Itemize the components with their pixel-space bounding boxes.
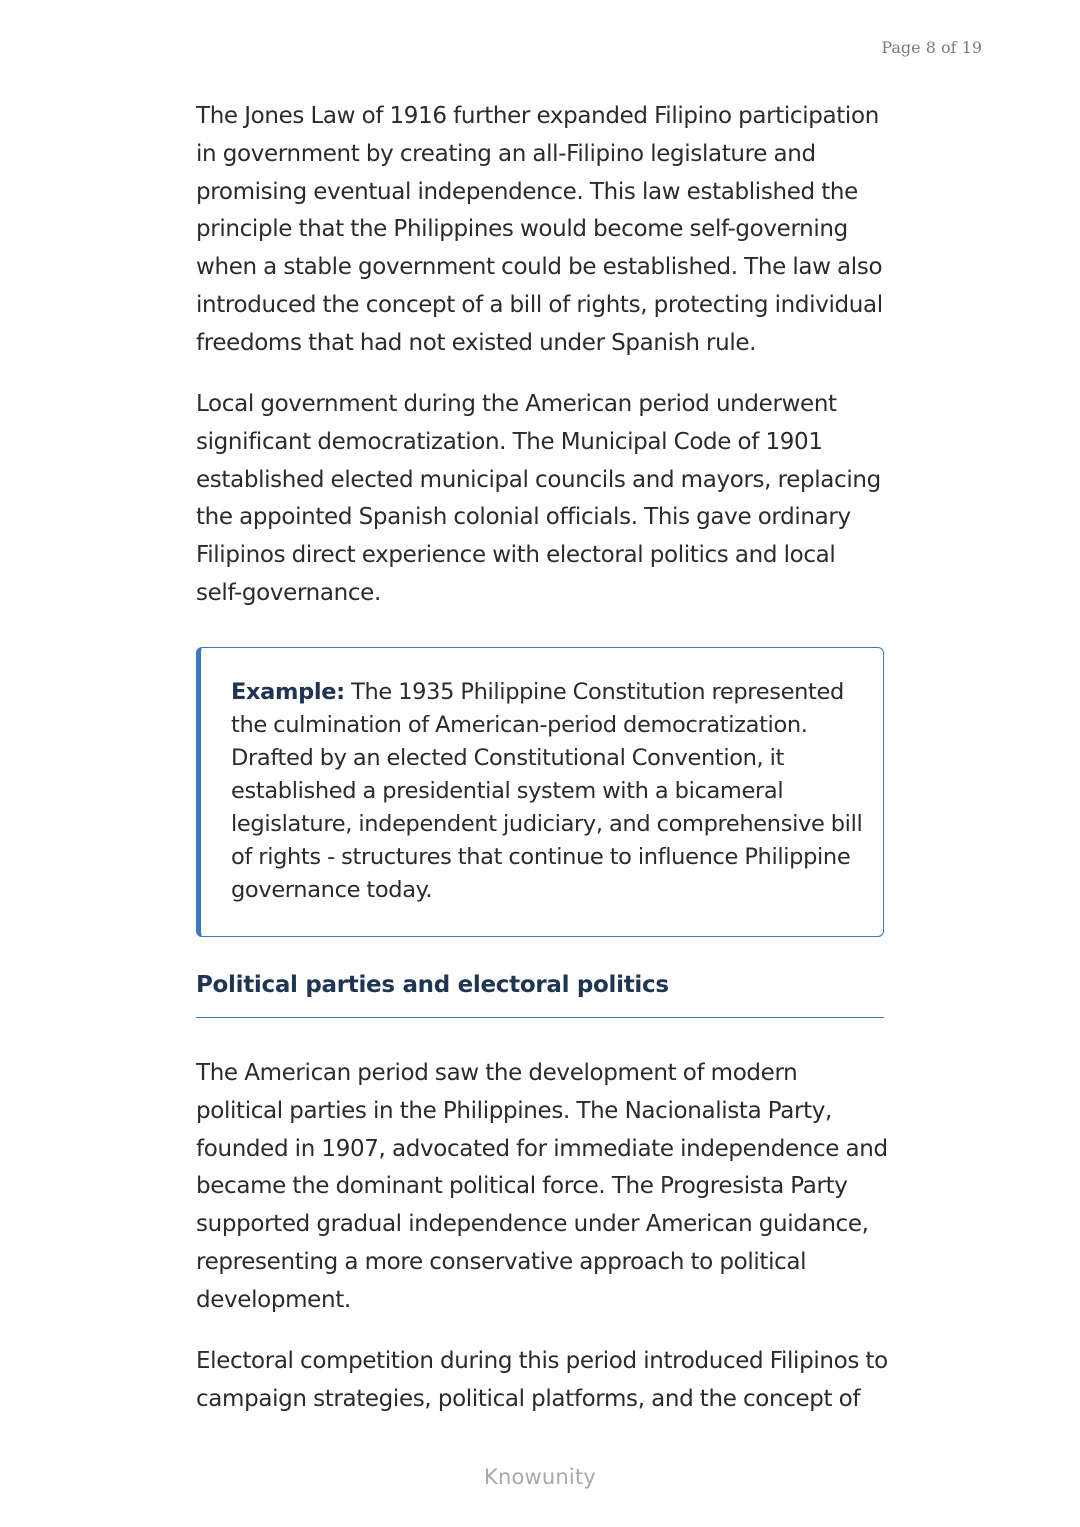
- example-callout: [196, 647, 884, 937]
- section-heading: Political parties and electoral politics: [196, 972, 669, 998]
- example-body: The 1935 Philippine Constitution represented the culmination of American-period democratization. Drafted by an elected Constitutional Convention, it established a presidential system with a bicameral legislature, independent judiciary, and comprehensive bill of rights - structures that continue to influence Philippine governance today.: [231, 679, 863, 903]
- footer-brand: Knowunity: [483, 1465, 597, 1489]
- paragraph-jones-law: The Jones Law of 1916 further expanded Filipino participation in government by creating an all-Filipino legislature and promising eventual independence. This law established the principle that the Philippines would become self-governing when a stable government could be established. The law also introduced the concept of a bill of rights, protecting individual freedoms that had not existed under Spanish rule.: [196, 103, 883, 356]
- paragraph-political-parties: The American period saw the development of modern political parties in the Philippines. The Nacionalista Party, founded in 1907, advocated for immediate independence and became the dominant political force. The Progresista Party supported gradual independence under American guidance, representing a more conservative approach to political development.: [196, 1060, 888, 1313]
- paragraph-local-government: Local government during the American period underwent significant democratization. The Municipal Code of 1901 established elected municipal councils and mayors, replacing the appointed Spanish colonial officials. This gave ordinary Filipinos direct experience with electoral politics and local self-governance.: [196, 391, 881, 606]
- example-label: Example:: [231, 679, 345, 705]
- page-number: Page 8 of 19: [881, 38, 982, 57]
- section-divider: [196, 1017, 884, 1018]
- paragraph-electoral-competition: Electoral competition during this period introduced Filipinos to campaign strategies, political platforms, and the concept of: [196, 1348, 888, 1412]
- example-text: [231, 676, 871, 907]
